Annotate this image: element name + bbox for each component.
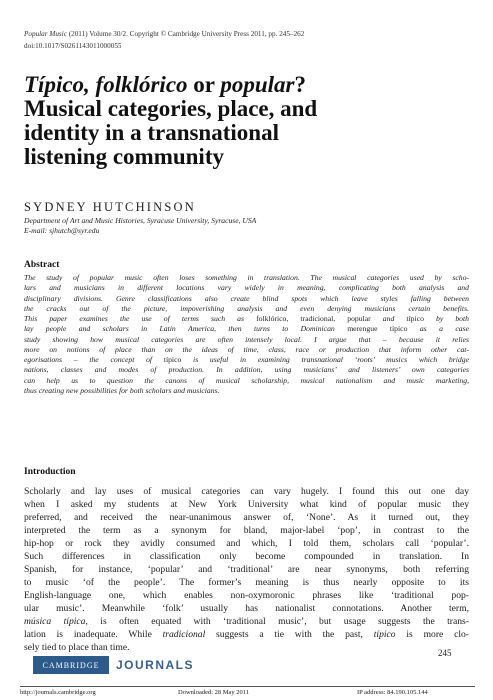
abstract-text-segment: folklórico, tradicional, popular (256, 314, 371, 323)
introduction-text-segment: Scholarly and lay uses of musical categories can vary hugely. I found this out one day (24, 486, 469, 497)
abstract-body (24, 273, 469, 396)
abstract-text-segment: merengue típico (347, 324, 408, 334)
abstract-line (24, 345, 469, 355)
introduction-line (24, 576, 469, 589)
introduction-line (24, 563, 469, 576)
cambridge-logo-text: CAMBRIDGE (42, 660, 100, 670)
abstract-line (24, 335, 469, 345)
abstract-line (24, 376, 469, 386)
introduction-text-segment: tradicional (162, 629, 206, 640)
introduction-text-segment: sely tied to place than time. (24, 642, 130, 653)
introduction-text-segment: to music ‘of the people’. The former’s meaning is thus nearly opposite to its (24, 577, 469, 588)
introduction-line (24, 641, 469, 654)
title-line-2: Musical categories, place, and (24, 96, 318, 121)
abstract-text-segment: The study of popular music often loses something in translation. The musical categories used by scho- (24, 273, 469, 282)
abstract-line (24, 365, 469, 375)
title-line-1 (24, 73, 464, 97)
introduction-line (24, 524, 469, 537)
introduction-text-segment: música típica (24, 616, 86, 627)
abstract-line (24, 304, 469, 314)
title-question-mark: ? (294, 72, 306, 97)
introduction-text-segment: English-language one, which enables non-oxymoronic phrases like ‘traditional pop- (24, 590, 469, 601)
title-term-popular: popular (220, 72, 295, 97)
abstract-text-segment: típico (406, 314, 424, 323)
footer-download-date: Downloaded: 28 May 2011 (178, 689, 250, 696)
introduction-line (24, 615, 469, 628)
introduction-line (24, 589, 469, 602)
author-affiliation-block (24, 216, 256, 236)
abstract-text-segment: disciplinary divisions. Genre classifications also create blind spots which leave styles falling between (24, 293, 469, 303)
introduction-text-segment: ular music’. Meanwhile ‘folk’ usually has nationalist connotations. Another term, (24, 603, 469, 614)
abstract-text-segment: the cracks out of the picture, impoverishing analysis and even denying musicians certain benefits. (24, 303, 469, 313)
introduction-text-segment: preferred, and received the near-unanimous answer of, ‘None’. As it turned out, they (24, 512, 469, 523)
introduction-heading: Introduction (24, 467, 76, 477)
abstract-line (24, 294, 469, 304)
introduction-text-segment: when I asked my students at New York University what kind of popular music they (24, 499, 469, 510)
title-line-3: identity in a transnational (24, 120, 279, 145)
doi: doi:10.1017/S0261143011000055 (24, 42, 122, 50)
abstract-line (24, 283, 469, 293)
cambridge-logo[interactable] (33, 656, 109, 674)
abstract-text-segment: This paper examines the use of terms such as (24, 314, 257, 323)
abstract-text-segment: and (370, 314, 407, 323)
introduction-text-segment: suggests a tie with the past, (205, 629, 374, 640)
abstract-text-segment: as a case (407, 324, 469, 334)
introduction-text-segment: interpreted the term as a synonym for bland, major-label ‘pop’, in contrast to the (24, 525, 469, 536)
introduction-line (24, 498, 469, 511)
abstract-text-segment: típico (163, 355, 182, 364)
introduction-text-segment: lation is inadequate. While (24, 629, 163, 640)
abstract-text-segment: study showing how musical categories are often intensely local. I argue that – because it relies (24, 334, 469, 344)
footer-ip-address: IP address: 84.190.105.144 (357, 689, 428, 696)
abstract-line (24, 386, 469, 396)
journal-details: (2011) Volume 30/2. Copyright © Cambridge University Press 2011, pp. 245–262 (66, 30, 305, 38)
introduction-text-segment: típico (373, 629, 396, 640)
footer-divider (20, 686, 475, 687)
title-line-4: listening community (24, 144, 224, 169)
introduction-line (24, 511, 469, 524)
journals-logo[interactable]: JOURNALS (116, 658, 195, 672)
abstract-heading: Abstract (24, 260, 60, 270)
abstract-text-segment: is useful in examining transnational ‘roots’ musics which bridge (181, 355, 470, 364)
introduction-text-segment: hip-hop or rock they avidly consumed and which, I told them, scholars call ‘popular’. (24, 538, 469, 549)
introduction-line (24, 485, 469, 498)
title-term-tipico: Típico, folklórico (24, 72, 188, 97)
footer-url-link[interactable]: http://journals.cambridge.org (20, 689, 96, 696)
page-number: 245 (438, 648, 452, 658)
introduction-line (24, 628, 469, 641)
introduction-line (24, 602, 469, 615)
article-title (24, 73, 464, 169)
abstract-line (24, 314, 469, 324)
author-affiliation: Department of Art and Music Histories, Syracuse University, Syracuse, USA (24, 216, 257, 225)
author-email[interactable]: E-mail: sjhutch@syr.edu (24, 226, 100, 235)
abstract-line (24, 355, 469, 365)
introduction-text-segment: Such differences in classification only become compounded in translation. In (24, 551, 469, 562)
abstract-line (24, 273, 469, 283)
introduction-line (24, 550, 469, 563)
author-name: SYDNEY HUTCHINSON (24, 200, 197, 214)
abstract-text-segment: egorisations – the concept of (24, 355, 164, 364)
introduction-text-segment: , is often equated with ‘traditional music’, but usage suggests the trans- (85, 616, 469, 627)
introduction-body (24, 485, 469, 654)
abstract-text-segment: can help us to question the canons of musical scholarship, musical nationalism and music marketing, (24, 375, 469, 385)
abstract-text-segment: more on notions of place than on the ideas of time, class, race or production that inform other cat- (24, 344, 469, 354)
title-or: or (187, 72, 221, 97)
journal-name: Popular Music (24, 30, 67, 38)
introduction-text-segment: Spanish, for instance, ‘popular’ and ‘traditional’ are near synonyms, both referring (24, 564, 469, 575)
abstract-line (24, 324, 469, 334)
abstract-text-segment: lay people and scholars in Latin America, then turns to Dominican (24, 324, 348, 334)
abstract-text-segment: by both (423, 314, 469, 323)
abstract-text-segment: lars and musicians in different locations vary widely in meaning, complicating both analysis and (24, 283, 469, 293)
introduction-text-segment: is more clo- (395, 629, 469, 640)
abstract-text-segment: thus creating new possibilities for both scholars and musicians. (24, 385, 220, 395)
abstract-text-segment: nations, classes and modes of production. In addition, using musicians’ and listeners’ own categories (24, 365, 469, 375)
journal-citation (24, 30, 304, 38)
introduction-line (24, 537, 469, 550)
